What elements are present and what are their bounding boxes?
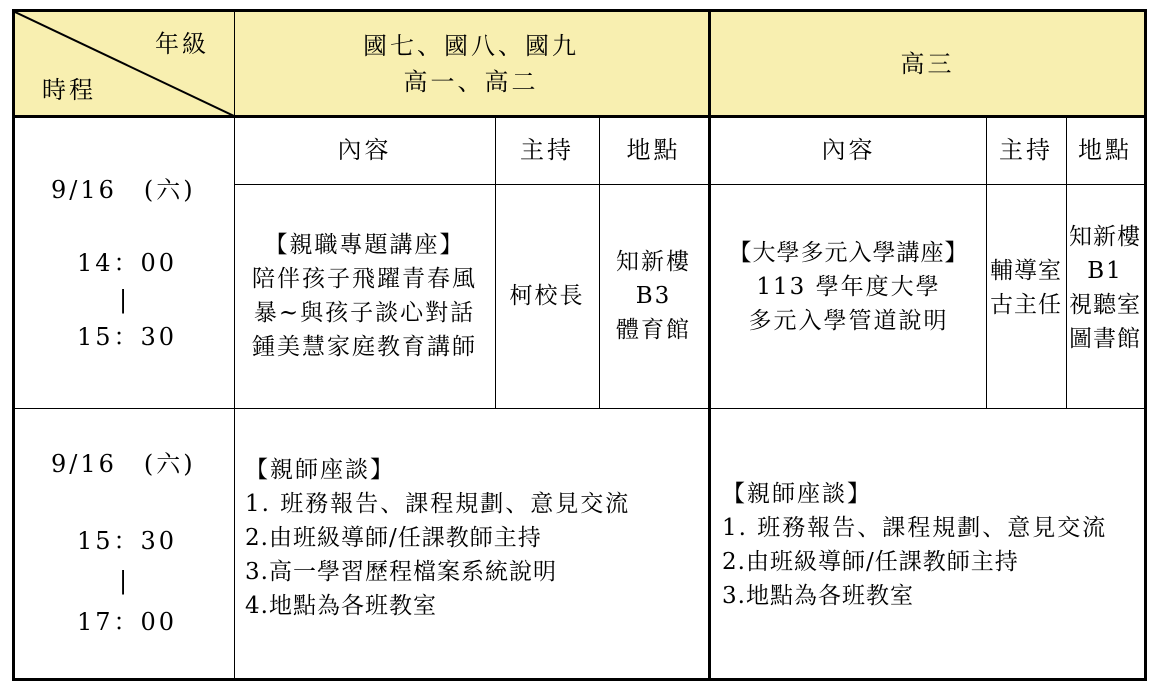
g1-col-content-header: 內容 — [337, 136, 392, 164]
row1-g1-content-line4: 鍾美慧家庭教育講師 — [252, 334, 477, 360]
row2-g1-content-line2: 1. 班務報告、課程規劃、意見交流 — [245, 491, 631, 517]
row1-time-cell — [15, 116, 234, 408]
row2-date: 9/16 (六) — [51, 450, 196, 478]
row2-g2-content-line1: 【親師座談】 — [722, 481, 872, 507]
grid-line-time-col — [234, 12, 235, 678]
row2-g2-content-line2: 1. 班務報告、課程規劃、意見交流 — [722, 515, 1108, 541]
row1-date: 9/16 (六) — [51, 176, 196, 204]
grid-line-g2-location — [1066, 116, 1067, 408]
row2-g1-content-line5: 4.地點為各班教室 — [245, 593, 437, 619]
g2-col-host-header: 主持 — [999, 136, 1053, 164]
row1-g1-content-line2: 陪伴孩子飛躍青春風 — [252, 266, 477, 292]
row2-g2-content-line4: 3.地點為各班教室 — [722, 583, 914, 609]
row1-g2-content-line2: 113 學年度大學 — [756, 274, 941, 300]
grid-line-header-bottom — [15, 115, 1144, 118]
group1-header-line1: 國七、國八、國九 — [363, 32, 579, 60]
row2-time-dash: | — [119, 567, 131, 595]
row2-time-end: 17：00 — [77, 608, 178, 636]
corner-grade-label: 年級 — [155, 30, 209, 58]
row1-g1-location-line2: B3 — [635, 283, 672, 309]
group1-header-line2: 高一、高二 — [403, 68, 539, 96]
row1-g1-location — [599, 184, 708, 408]
grid-line-row1-bottom — [15, 408, 1144, 409]
g2-col-content-header: 內容 — [821, 136, 876, 164]
grid-line-g1-host — [495, 116, 496, 408]
row2-g1-content-line4: 3.高一學習歷程檔案系統說明 — [245, 559, 557, 585]
g2-col-location-header: 地點 — [1078, 136, 1132, 164]
row2-g1-content-line1: 【親師座談】 — [245, 457, 395, 483]
row1-g2-location-line3: 視聽室 — [1069, 292, 1141, 318]
row1-g2-host-line1: 輔導室 — [990, 258, 1062, 284]
grid-line-group-divider — [708, 12, 711, 678]
corner-schedule-label: 時程 — [42, 76, 96, 104]
g1-col-location-header: 地點 — [626, 136, 681, 164]
row1-g2-location-line1: 知新樓 — [1069, 224, 1141, 250]
row1-g1-host — [495, 184, 599, 408]
row2-g1-content-line3: 2.由班級導師/任課教師主持 — [245, 525, 542, 551]
row1-time-end: 15：30 — [77, 323, 178, 351]
row1-g1-location-line1: 知新樓 — [616, 249, 691, 275]
grid-line-subheader-bottom — [234, 184, 1144, 185]
grid-line-g2-host — [986, 116, 987, 408]
group2-header-label: 高三 — [900, 50, 955, 78]
row1-g2-content — [711, 184, 986, 408]
row1-g2-location-line4: 圖書館 — [1069, 326, 1141, 352]
group1-header — [234, 12, 708, 116]
schedule-table — [12, 9, 1147, 681]
row1-time-dash: | — [119, 286, 131, 314]
group2-header — [711, 12, 1144, 116]
row1-g1-content-line3: 暴~與孩子談心對話 — [253, 300, 476, 326]
row1-g2-content-line3: 多元入學管道說明 — [748, 308, 949, 334]
row1-g2-host-line2: 古主任 — [990, 292, 1062, 318]
row2-time-start: 15：30 — [77, 527, 178, 555]
row1-time-start: 14：00 — [77, 249, 178, 277]
row1-g2-content-line1: 【大學多元入學講座】 — [728, 240, 969, 266]
row1-g1-host-text: 柯校長 — [509, 283, 585, 309]
g1-col-host-header: 主持 — [520, 136, 574, 164]
row1-g2-location-line2: B1 — [1087, 258, 1123, 284]
grid-line-g1-location — [599, 116, 600, 408]
row1-g2-location — [1066, 184, 1144, 408]
row2-g2-content — [722, 477, 1142, 613]
row1-g1-location-line3: 體育館 — [616, 317, 691, 343]
row1-g1-content-line1: 【親職專題講座】 — [264, 232, 465, 258]
row2-g2-content-line3: 2.由班級導師/任課教師主持 — [722, 549, 1019, 575]
row1-g2-host — [986, 184, 1066, 408]
row1-g1-content — [234, 184, 495, 408]
row2-g1-content — [245, 453, 705, 623]
row2-time-cell — [15, 408, 234, 681]
